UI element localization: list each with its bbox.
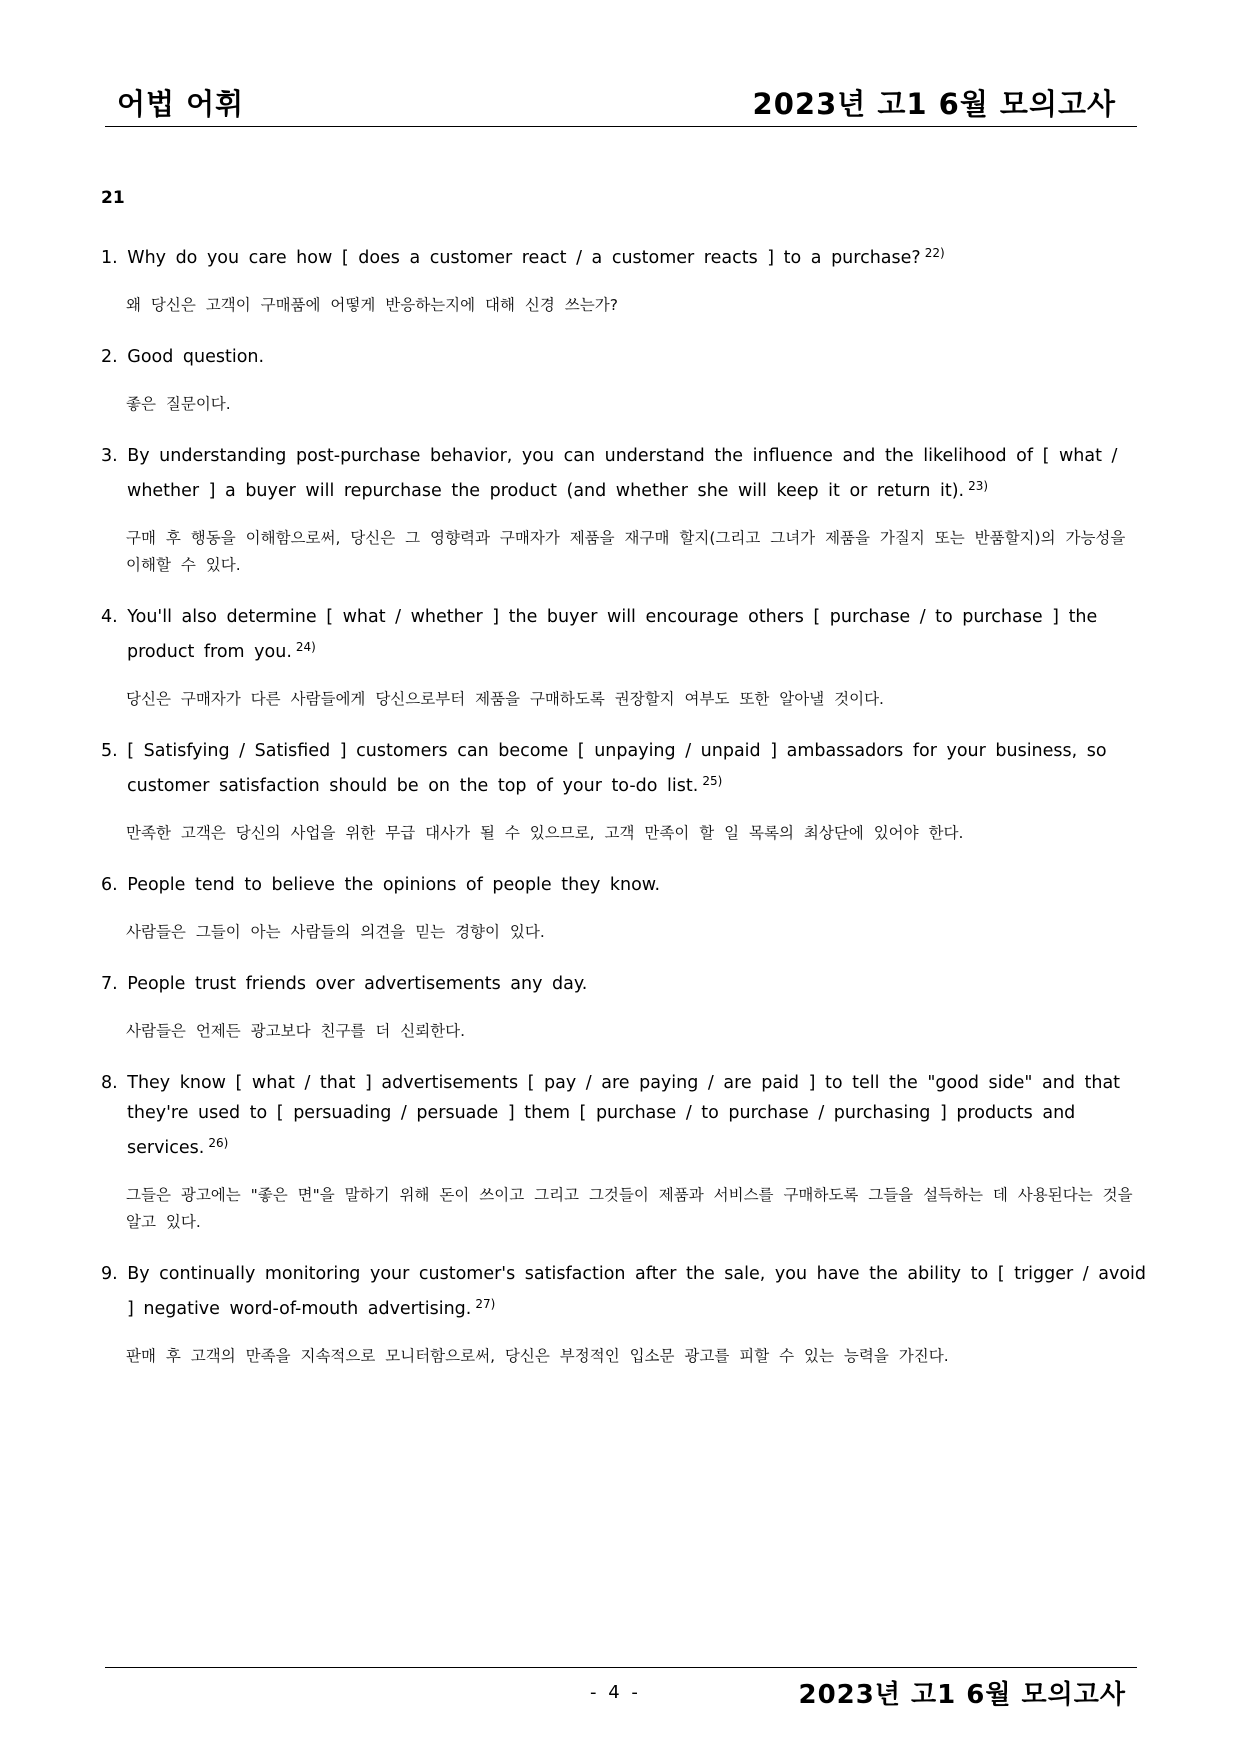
- english-text: 4. You'll also determine [ what / whether ] the buyer will encourage others [ purchase / to purchase ] the product from you.: [101, 607, 1098, 662]
- question-item-8: [101, 1068, 1147, 1236]
- english-text: 5. [ Satisfying / Satisfied ] customers can become [ unpaying / unpaid ] ambassadors for your business, so customer satisfaction should be on the top of your to-do list.: [101, 741, 1107, 796]
- english-sentence: [101, 870, 1147, 900]
- footnote-ref: 26): [208, 1136, 229, 1150]
- header-divider: [105, 126, 1137, 127]
- english-text: 3. By understanding post-purchase behavior, you can understand the influence and the likelihood of [ what / whether ] a buyer will repurchase the product (and whether she will keep it or return it).: [101, 446, 1118, 501]
- footer-divider: [105, 1667, 1137, 1668]
- korean-translation: 사람들은 언제든 광고보다 친구를 더 신뢰한다.: [126, 1022, 466, 1040]
- english-sentence: [101, 969, 1147, 999]
- footnote-ref: 24): [295, 640, 316, 654]
- korean-translation: 좋은 질문이다.: [126, 395, 231, 413]
- english-sentence: [101, 238, 1147, 273]
- footnote-ref: 27): [475, 1297, 496, 1311]
- korean-translation: 사람들은 그들이 아는 사람들의 의견을 믿는 경향이 있다.: [126, 923, 545, 941]
- english-text: 7. People trust friends over advertisements any day.: [101, 974, 588, 994]
- question-item-6: [101, 870, 1147, 946]
- english-text: 1. Why do you care how [ does a customer react / a customer reacts ] to a purchase?: [101, 248, 921, 268]
- korean-translation: 당신은 구매자가 다른 사람들에게 당신으로부터 제품을 구매하도록 권장할지 여부도 또한 알아낼 것이다.: [126, 690, 884, 708]
- question-item-2: [101, 342, 1147, 418]
- footnote-ref: 23): [968, 479, 989, 493]
- footnote-ref: 25): [702, 774, 723, 788]
- header-right-title: 2023년 고1 6월 모의고사: [752, 87, 1116, 121]
- english-text: 9. By continually monitoring your customer's satisfaction after the sale, you have the ability to [ trigger / avoid ] negative word-of-mouth advertising.: [101, 1264, 1146, 1319]
- question-item-1: [101, 238, 1147, 319]
- english-sentence: [101, 1259, 1147, 1324]
- worksheet-content: [101, 188, 1147, 1393]
- english-sentence: [101, 342, 1147, 372]
- english-sentence: [101, 602, 1147, 667]
- korean-translation: 왜 당신은 고객이 구매품에 어떻게 반응하는지에 대해 신경 쓰는가?: [126, 296, 618, 314]
- question-item-3: [101, 441, 1147, 579]
- korean-translation: 만족한 고객은 당신의 사업을 위한 무급 대사가 될 수 있으므로, 고객 만족이 할 일 목록의 최상단에 있어야 한다.: [126, 824, 964, 842]
- korean-translation: 구매 후 행동을 이해함으로써, 당신은 그 영향력과 구매자가 제품을 재구매 할지(그리고 그녀가 제품을 가질지 또는 반품할지)의 가능성을 이해할 수 있다.: [126, 529, 1126, 574]
- english-text: 8. They know [ what / that ] advertisements [ pay / are paying / are paid ] to tell the "good side" and that they're used to [ persuading / persuade ] them [ purchase / to purchase / purchasing ] products and services.: [101, 1073, 1121, 1158]
- question-item-4: [101, 602, 1147, 713]
- english-sentence: [101, 1068, 1147, 1163]
- footer-title: 2023년 고1 6월 모의고사: [798, 1680, 1126, 1710]
- question-item-7: [101, 969, 1147, 1045]
- korean-translation: 그들은 광고에는 "좋은 면"을 말하기 위해 돈이 쓰이고 그리고 그것들이 제품과 서비스를 구매하도록 그들을 설득하는 데 사용된다는 것을 알고 있다.: [126, 1186, 1133, 1231]
- english-sentence: [101, 441, 1147, 506]
- page-number: - 4 -: [590, 1682, 641, 1703]
- header-left-title: 어법 어휘: [117, 87, 245, 121]
- question-item-9: [101, 1259, 1147, 1370]
- footnote-ref: 22): [924, 246, 945, 260]
- english-sentence: [101, 736, 1147, 801]
- english-text: 2. Good question.: [101, 347, 265, 367]
- question-item-5: [101, 736, 1147, 847]
- english-text: 6. People tend to believe the opinions of people they know.: [101, 875, 661, 895]
- section-number: 21: [101, 188, 125, 208]
- korean-translation: 판매 후 고객의 만족을 지속적으로 모니터함으로써, 당신은 부정적인 입소문 광고를 피할 수 있는 능력을 가진다.: [126, 1347, 949, 1365]
